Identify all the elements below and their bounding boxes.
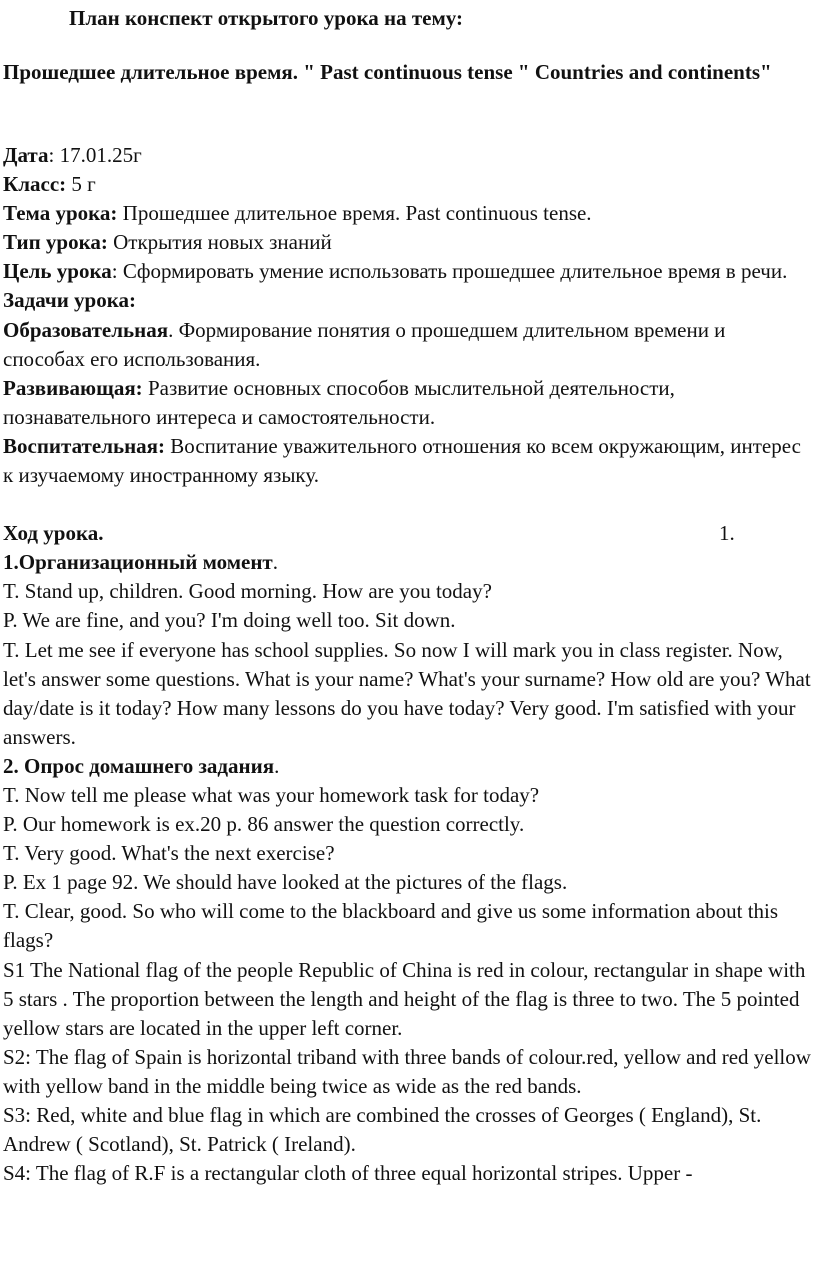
section1-heading-line — [3, 548, 811, 577]
dialogue-line: T. Very good. What's the next exercise? — [3, 841, 335, 866]
edu-value: . Формирование понятия о прошедшем длительном времени и способах его использования. — [3, 317, 726, 371]
topic-line — [3, 199, 811, 228]
up-line — [3, 432, 811, 490]
section1-heading-dot: . — [272, 550, 278, 575]
dialogue-line: T. Clear, good. So who will come to the blackboard and give us some information about this flags? — [3, 899, 779, 953]
dialogue-line: P. Our homework is ex.20 p. 86 answer the question correctly. — [3, 812, 525, 837]
lesson-heading-number: 1. — [719, 521, 735, 546]
section2-heading: 2. Опрос домашнего задания — [3, 753, 275, 778]
date-line — [3, 141, 811, 170]
topic-label: Тема урока: — [3, 201, 118, 226]
edu-line — [3, 316, 811, 374]
type-label: Тип урока: — [3, 230, 108, 255]
document-body — [3, 141, 811, 1188]
section2-heading-dot: . — [274, 753, 280, 778]
document-title: План конспект открытого урока на тему: — [69, 6, 464, 30]
spacer — [3, 490, 811, 519]
document-subtitle: Прошедшее длительное время. " Past continuous tense " Countries and continents" — [3, 60, 772, 84]
date-label: Дата — [3, 143, 49, 167]
dialogue-line: P. Ex 1 page 92. We should have looked at the pictures of the flags. — [3, 870, 568, 895]
type-line — [3, 228, 811, 257]
section2-heading-line — [3, 752, 811, 781]
goal-value: : Сформировать умение использовать прошедшее длительное время в речи. — [111, 259, 788, 284]
dialogue-line: T. Let me see if everyone has school supplies. So now I will mark you in class register. Now, let's answer some questions. What is your name? What's your surname? How old are you? What day/date is it today? How many lessons do you have today? Very good. I'm satisfied with your answers. — [3, 637, 811, 749]
class-line — [3, 170, 811, 199]
dialogue-line: S1 The National flag of the people Republic of China is red in colour, rectangular in shape with 5 stars . The proportion between the length and height of the flag is three to two. The 5 pointed yellow stars are located in the upper left corner. — [3, 957, 806, 1040]
lesson-heading: Ход урока. — [3, 521, 104, 546]
class-label: Класс: — [3, 172, 67, 197]
dev-line — [3, 374, 811, 432]
dev-label: Развивающая: — [3, 375, 143, 400]
tasks-label: Задачи урока: — [3, 288, 137, 313]
edu-label: Образовательная — [3, 317, 169, 342]
dialogue-line: S4: The flag of R.F is a rectangular cloth of three equal horizontal stripes. Upper - — [3, 1161, 693, 1186]
dialogue-line: T. Stand up, children. Good morning. How are you today? — [3, 579, 492, 604]
dialogue-line: P. We are fine, and you? I'm doing well too. Sit down. — [3, 608, 456, 633]
dialogue-line: S2: The flag of Spain is horizontal triband with three bands of colour.red, yellow and red yellow with yellow band in the middle being twice as wide as the red bands. — [3, 1044, 811, 1098]
up-value: Воспитание уважительного отношения ко всем окружающим, интерес к изучаемому иностранному языку. — [3, 433, 801, 488]
type-value: Открытия новых знаний — [107, 230, 332, 255]
dialogue-line: T. Now tell me please what was your homework task for today? — [3, 782, 540, 807]
goal-line — [3, 257, 811, 286]
goal-label: Цель урока — [3, 259, 112, 284]
dev-value: Развитие основных способов мыслительной деятельности, познавательного интереса и самостоятельности. — [3, 375, 675, 429]
class-value: 5 г — [66, 172, 96, 197]
lesson-heading-line — [3, 519, 811, 548]
topic-value: Прошедшее длительное время. Past continuous tense. — [117, 201, 592, 226]
date-value: : 17.01.25г — [48, 143, 142, 167]
dialogue-line: S3: Red, white and blue flag in which are combined the crosses of Georges ( England), St. Andrew ( Scotland), St. Patrick ( Ireland). — [3, 1103, 762, 1157]
up-label: Воспитательная: — [3, 433, 166, 458]
section1-heading: 1.Организационный момент — [3, 550, 273, 575]
